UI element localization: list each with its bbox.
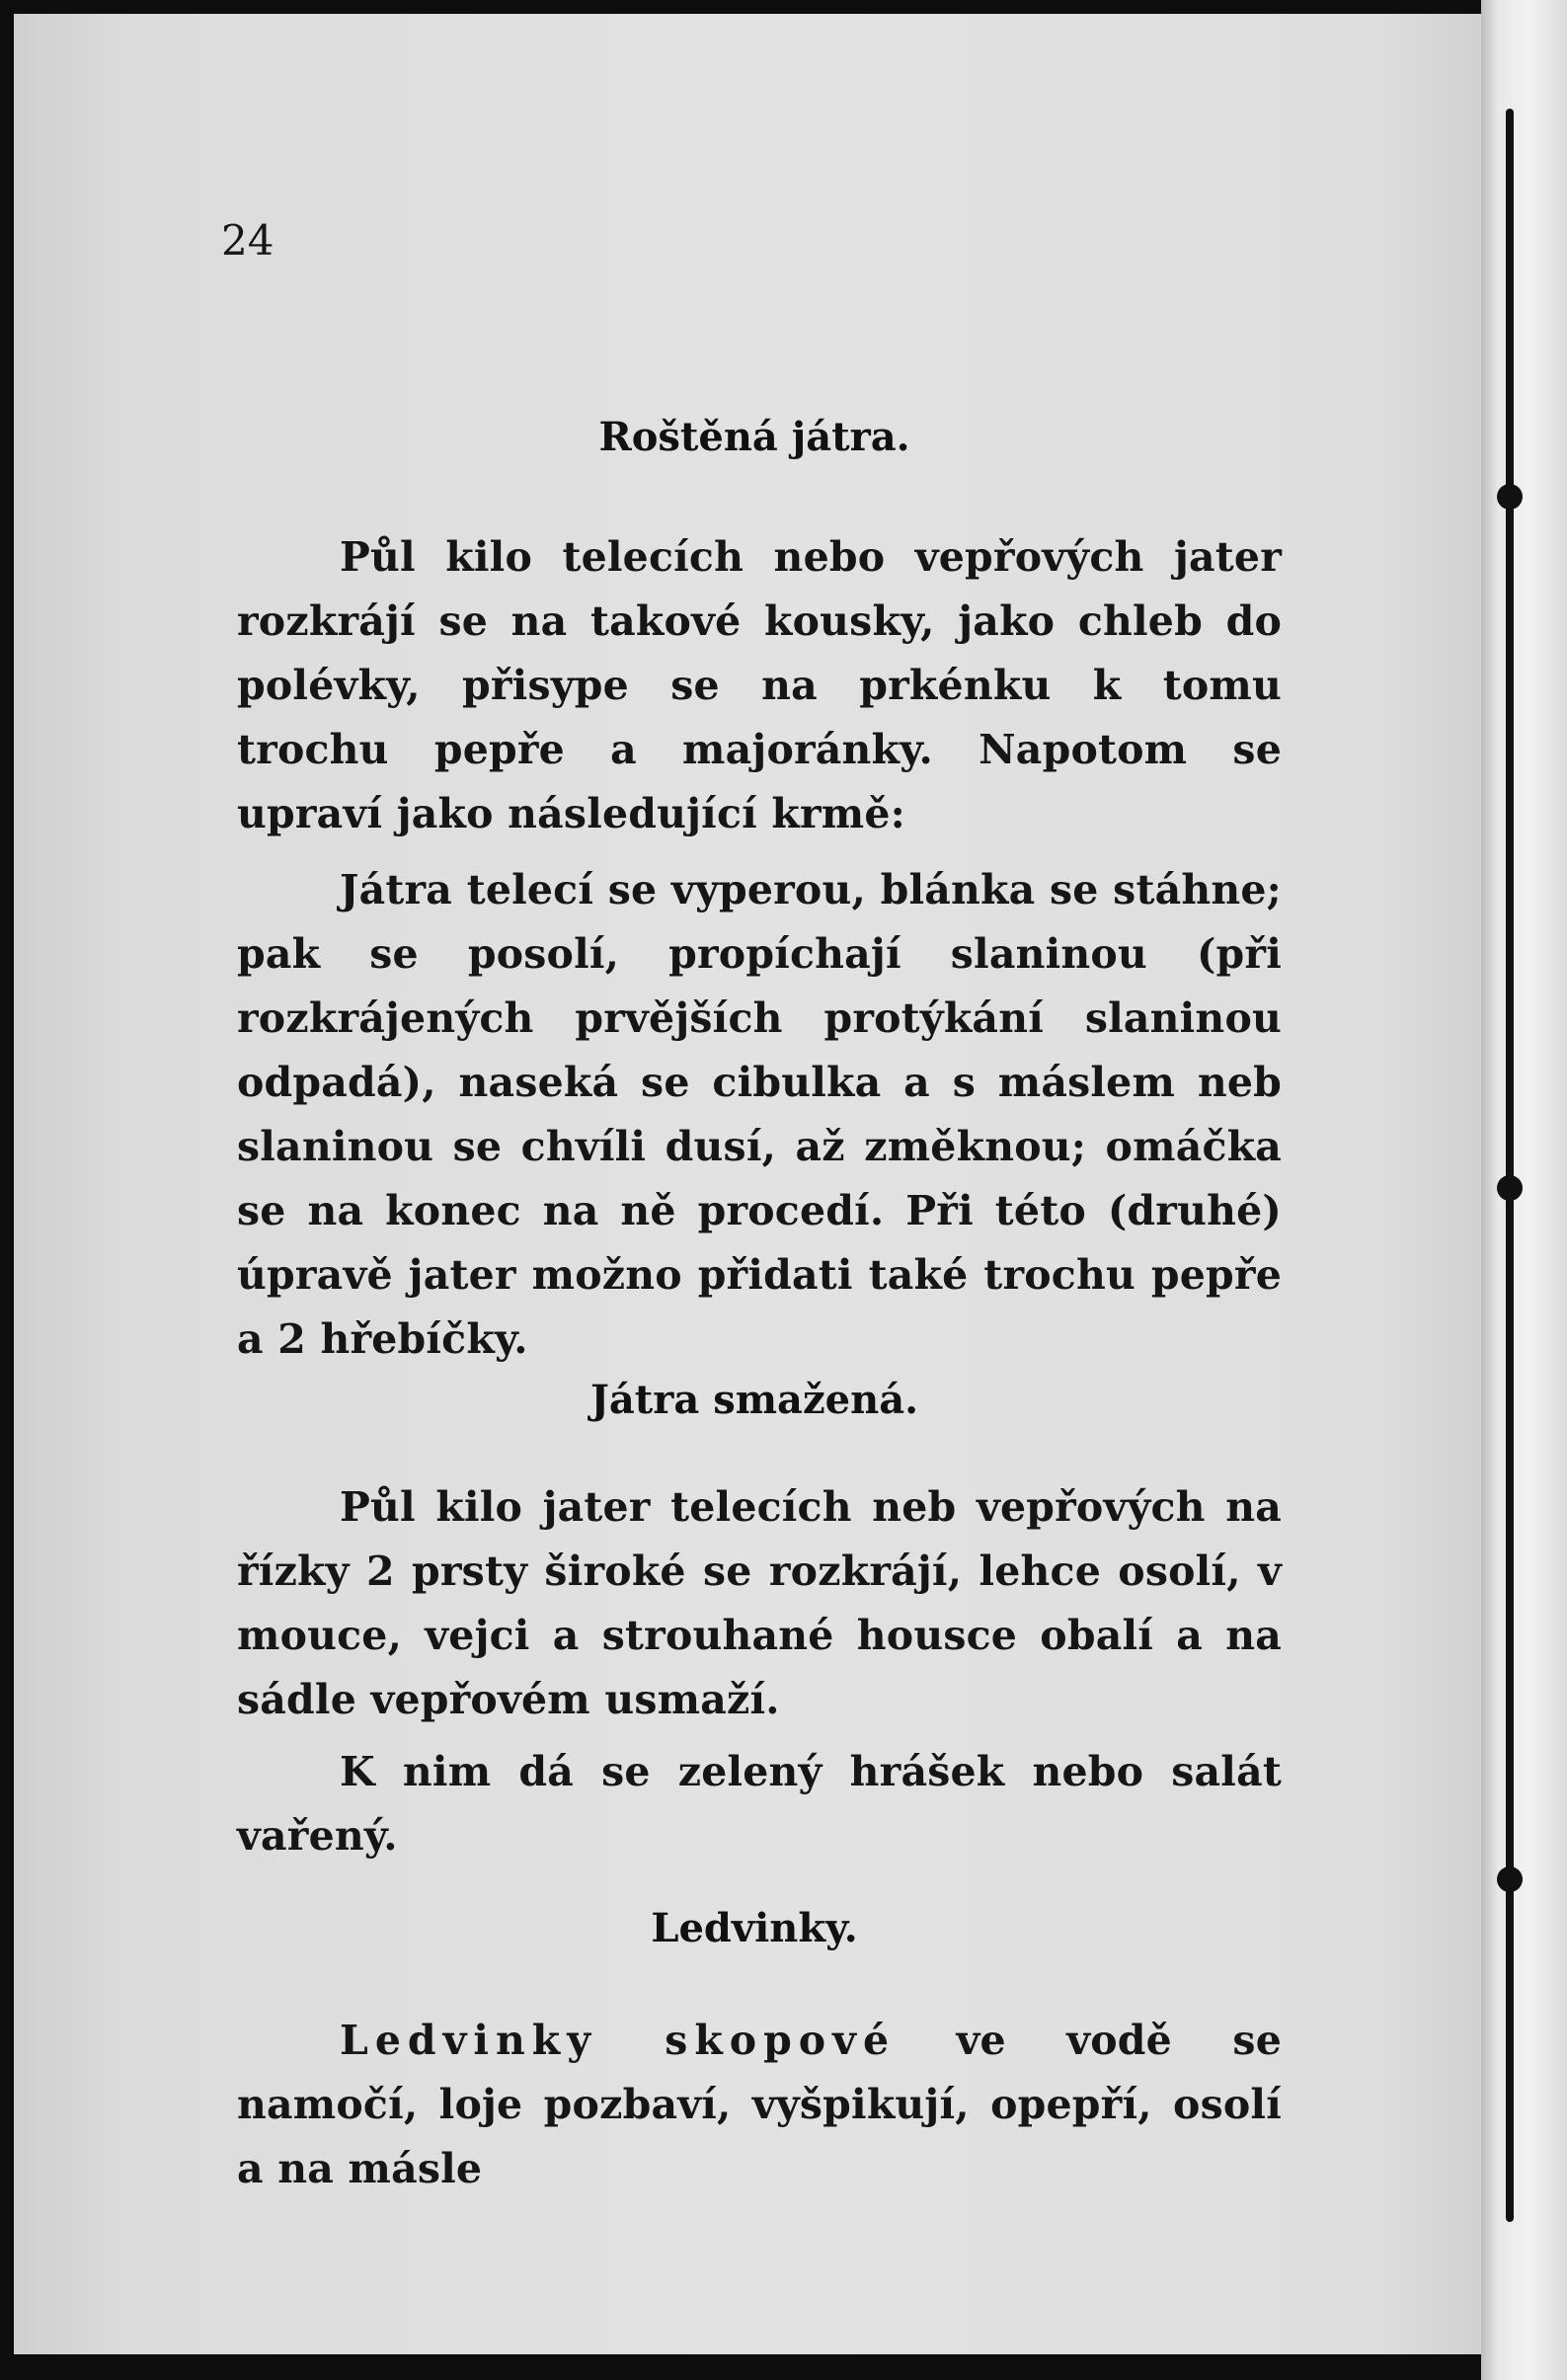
paragraph-ledvinky-1	[237, 2009, 1282, 2201]
paragraph-rostena-jatra-1: Půl kilo telecích nebo vepřových jater rozkrájí se na takové kousky, jako chleb do polévky, přisype se na prkénku k tomu trochu pepře a majoránky. Napotom se upraví jako následující krmě:	[237, 533, 1282, 837]
book-spine-edge	[1481, 0, 1567, 2380]
binding-knot	[1497, 1175, 1523, 1201]
paragraph-rostena-jatra-2: Játra telecí se vyperou, blánka se stáhne; pak se posolí, propíchají slaninou (při rozkrájených prvějších protýkání slaninou odpadá), naseká se cibulka a s máslem neb slaninou se chvíli dusí, až změknou; omáčka se na konec na ně procedí. Při této (druhé) úpravě jater možno přidati také trochu pepře a 2 hřebíčky.	[237, 866, 1282, 1363]
binding-knot	[1497, 1866, 1523, 1892]
heading-jatra-smazena: Játra smažená.	[589, 1377, 919, 1423]
binding-thread	[1506, 109, 1514, 2222]
paragraph-ledvinky-rest: ve vodě se namočí, loje pozbaví, vyšpikují, opepří, osolí a na másle	[237, 2017, 1282, 2192]
heading-ledvinky: Ledvinky.	[651, 1905, 858, 1951]
page-number: 24	[221, 216, 274, 265]
paragraph-jatra-smazena-1: Půl kilo jater telecích neb vepřových na řízky 2 prsty široké se rozkrájí, lehce osolí, v mouce, vejci a strouhané housce obalí a na sádle vepřovém usmaží.	[237, 1483, 1282, 1723]
heading-rostena-jatra: Roštěná játra.	[598, 414, 910, 460]
paragraph-jatra-smazena-2: K nim dá se zelený hrášek nebo salát vařený.	[237, 1748, 1282, 1860]
book-page	[14, 14, 1495, 2354]
binding-knot	[1497, 484, 1523, 510]
paragraph-ledvinky-lead: Ledvinky skopové	[340, 2017, 897, 2064]
